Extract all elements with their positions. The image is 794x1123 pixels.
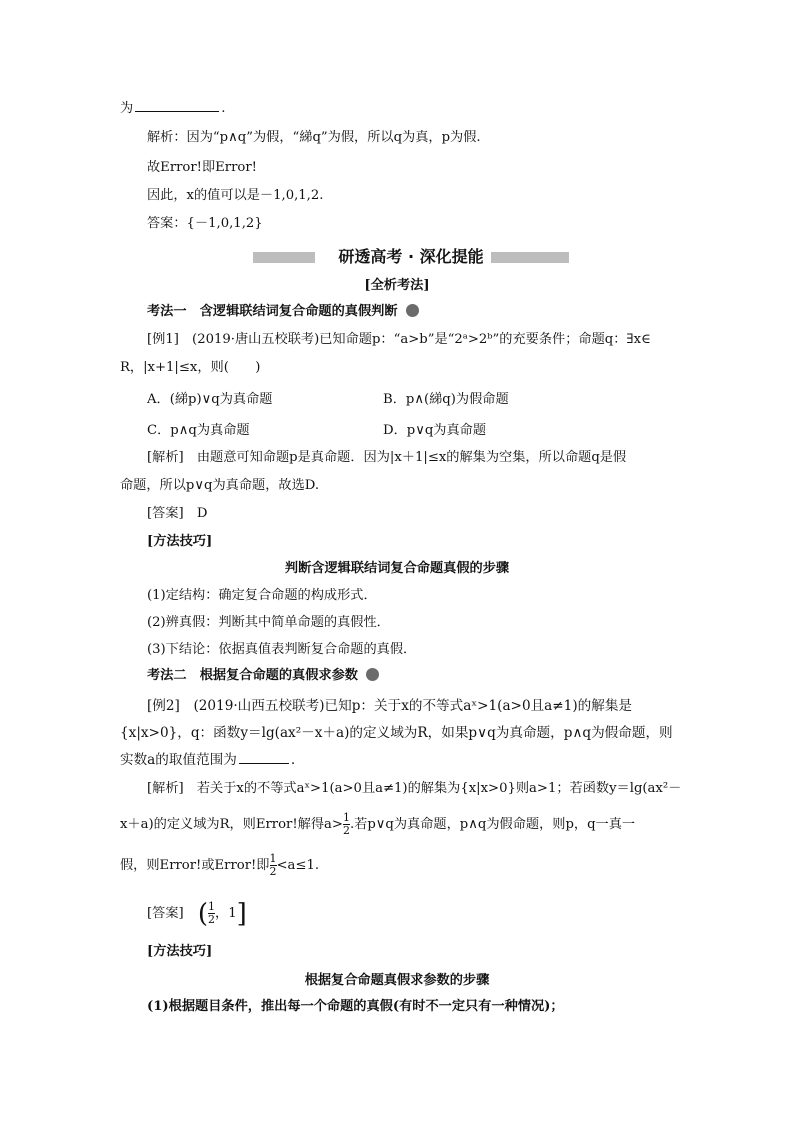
analysis-text: 解析：因为“p∧q”为假，“綈q”为假，所以q为真，p为假. — [147, 130, 481, 145]
tips1-step-2: (2)辨真假：判断其中简单命题的真假性． — [147, 615, 390, 630]
example2-line2: {x|x>0}，q：函数y＝lg(ax²－x＋a)的定义域为R，如果p∨q为真命题，p∧q为假命题，则 — [120, 725, 673, 741]
tips2-title: 根据复合命题真假求参数的步骤 — [304, 973, 490, 988]
answer-blank[interactable] — [239, 750, 289, 764]
solution2-line3 — [120, 853, 319, 878]
answer-text: 答案：{－1,0,1,2} — [147, 216, 263, 231]
close-bracket: ] — [236, 898, 247, 929]
answer-blank[interactable] — [135, 98, 219, 112]
answer2 — [147, 898, 247, 929]
bullet-dot-icon — [366, 668, 379, 681]
method2-title-text: 考法二 根据复合命题的真假求参数 — [147, 668, 358, 683]
option-a: A．(綈p)∨q为真命题 — [147, 392, 273, 407]
conclusion-text: 因此，x的值可以是－1,0,1,2. — [147, 188, 324, 203]
error-line: 故Error!即Error! — [147, 160, 257, 175]
tips2-step-1: (1)根据题目条件，推出每一个命题的真假(有时不一定只有一种情况)； — [147, 999, 564, 1014]
tips1-label: [方法技巧] — [147, 534, 213, 549]
solution1-line1: [解析] 由题意可知命题p是真命题．因为|x＋1|≤x的解集为空集，所以命题q是假 — [147, 450, 627, 465]
example2-line1: [例2] (2019·山西五校联考)已知p：关于x的不等式aˣ>1(a>0且a≠1)的解集是 — [147, 698, 633, 714]
tips1-title: 判断含逻辑联结词复合命题真假的步骤 — [284, 561, 510, 576]
fraction-numerator: 1 — [269, 852, 277, 865]
method1-title — [147, 302, 419, 322]
fraction-denominator: 2 — [269, 865, 277, 878]
answer1: [答案] D — [147, 506, 208, 521]
option-b: B．p∧(綈q)为假命题 — [383, 392, 509, 407]
example1-line1: [例1] (2019·唐山五校联考)已知命题p：“a>b”是“2ᵃ>2ᵇ”的充要条件；命题q：∃x∈ — [147, 332, 651, 347]
example1-line2: R，|x+1|≤x，则( ) — [120, 360, 261, 375]
answer2-label: [答案] — [147, 906, 184, 921]
solution2-line1: [解析] 若关于x的不等式aˣ>1(a>0且a≠1)的解集为{x|x>0}则a>1；若函数y＝lg(ax²－ — [147, 781, 682, 796]
example2-line3: 实数a的取值范围为 . — [120, 752, 296, 768]
tips1-step-1: (1)定结构：确定复合命题的构成形式． — [147, 588, 377, 603]
solution1-line2: 命题，所以p∨q为真命题，故选D. — [120, 478, 320, 493]
fraction-half — [270, 853, 277, 878]
option-d: D．p∨q为真命题 — [383, 423, 487, 438]
section-banner — [253, 248, 569, 268]
fraction-numerator: 1 — [342, 811, 350, 824]
fill-blank-period: . — [221, 101, 226, 116]
example2-line3-text: 实数a的取值范围为 — [120, 752, 237, 768]
bullet-dot-icon — [406, 304, 419, 317]
section-label: [全析考法] — [364, 278, 430, 293]
fill-blank-line — [120, 98, 225, 119]
solution2-line3-b: <a≤1. — [276, 858, 320, 873]
answer2-end: ，1 — [215, 906, 237, 921]
method1-title-text: 考法一 含逻辑联结词复合命题的真假判断 — [147, 304, 398, 319]
fill-blank-prefix: 为 — [120, 101, 134, 116]
solution2-line2-b: .若p∨q为真命题，p∧q为假命题，则p，q一真一 — [349, 817, 636, 832]
fraction-half — [208, 901, 215, 926]
fraction-denominator: 2 — [342, 824, 350, 837]
option-c: C．p∧q为真命题 — [147, 423, 250, 438]
solution2-line2-a: x＋a)的定义域为R，则Error!解得a> — [120, 817, 343, 832]
fraction-numerator: 1 — [208, 900, 216, 913]
solution2-line2 — [120, 812, 635, 837]
banner-title: 研透高考 · 深化提能 — [338, 247, 484, 266]
fraction-denominator: 2 — [208, 913, 216, 926]
open-paren: ( — [197, 898, 209, 929]
tips2-label: [方法技巧] — [147, 944, 213, 959]
fraction-half — [343, 812, 350, 837]
method2-title — [147, 666, 379, 686]
solution2-line3-a: 假，则Error!或Error!即 — [120, 858, 270, 873]
tips1-step-3: (3)下结论：依据真值表判断复合命题的真假． — [147, 642, 417, 657]
